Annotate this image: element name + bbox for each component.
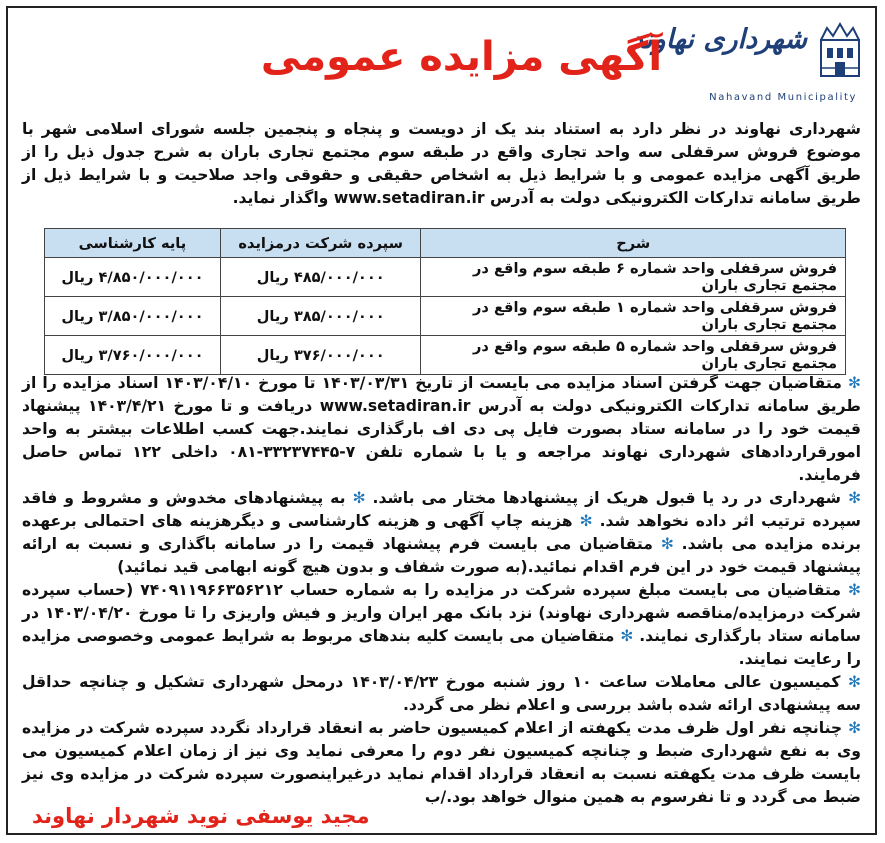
intro-paragraph	[22, 118, 861, 222]
row-deposit: ۳۷۶/۰۰۰/۰۰۰ ریال	[220, 336, 421, 375]
flower-bullet-icon: ✻	[847, 719, 862, 737]
header-base-price: پایه کارشناسی	[45, 229, 221, 258]
flower-bullet-icon: ✻	[847, 673, 861, 691]
mayor-signature: مجید یوسفی نوید شهردار نهاوند	[32, 804, 370, 828]
logo-english: Nahavand Municipality	[709, 92, 857, 103]
website-link[interactable]: www.setadiran.ir	[319, 397, 471, 415]
table-row	[45, 297, 846, 336]
row-base-price: ۳/۸۵۰/۰۰۰/۰۰۰ ریال	[45, 297, 221, 336]
condition-text: کمیسیون عالی معاملات ساعت ۱۰ روز شنبه مورخ ۱۴۰۳/۰۴/۲۳ درمحل شهرداری تشکیل و چنانچه حداقل سه پیشنهادی ارائه شده باشد بررسی و اعلام نظر می گردد.	[22, 673, 861, 714]
intro-suffix: واگذار نماید.	[232, 189, 329, 207]
flower-bullet-icon: ✻	[620, 627, 634, 645]
row-deposit: ۳۸۵/۰۰۰/۰۰۰ ریال	[220, 297, 421, 336]
ad-frame	[6, 6, 877, 835]
logo-name: شهرداری نهاوند	[631, 24, 807, 55]
row-deposit: ۴۸۵/۰۰۰/۰۰۰ ریال	[220, 258, 421, 297]
condition-text: متقاضیان می بایست فرم پیشنهاد قیمت را در سامانه باگذاری و نسبت به ارائه پیشنهاد قیمت خود در این فرم اقدام نمائید.(به صورت شفاف و بدون هیچ گونه ابهامی قید نمائید)	[22, 535, 861, 576]
row-description: فروش سرقفلی واحد شماره ۶ طبقه سوم واقع در مجتمع تجاری باران	[421, 258, 846, 297]
table-row	[45, 336, 846, 375]
row-base-price: ۴/۸۵۰/۰۰۰/۰۰۰ ریال	[45, 258, 221, 297]
flower-bullet-icon: ✻	[660, 535, 674, 553]
conditions-section	[22, 372, 861, 809]
condition-text: متقاضیان جهت گرفتن اسناد مزایده می بایست از تاریخ ۱۴۰۳/۰۳/۳۱ تا مورخ ۱۴۰۳/۰۴/۱۰ اسناد مزایده را از طریق سامانه تدارکات الکترونیکی دولت به آدرس	[22, 374, 861, 415]
auction-table	[44, 228, 846, 372]
condition-item	[22, 487, 861, 579]
condition-text: شهرداری در رد یا قبول هریک از پیشنهادها مختار می باشد.	[372, 489, 841, 507]
condition-item	[22, 579, 861, 671]
flower-bullet-icon: ✻	[579, 512, 593, 530]
condition-text: متقاضیان می بایست کلیه بندهای مربوط به شرایط عمومی وخصوصی مزایده را رعایت نمایند.	[22, 627, 861, 668]
page-title: آگهی مزایده عمومی	[260, 34, 663, 80]
condition-text: به پیشنهادهای مخدوش و مشروط و فاقد سپرده ترتیب اثر داده نخواهد شد.	[22, 489, 861, 530]
header	[8, 8, 875, 112]
condition-item	[22, 372, 861, 487]
condition-text: چنانچه نفر اول ظرف مدت یکهفته از اعلام کمیسیون حاضر به انعقاد قرارداد نگردد سپرده شرکت در مزایده وی به نفع شهرداری ضبط و چنانچه کمیسیون نفر دوم را معرفی نماید وی نیز از زمان اعلام کمیسیون می بایست ظرف مدت یکهفته نسبت به انعقاد قرارداد اقدام نماید درغیراینصورت سپرده شرکت در مزایده وی نیز ضبط می گردد و تا نفرسوم به همین منوال خواهد بود./ب	[22, 719, 861, 806]
table-row	[45, 258, 846, 297]
condition-text: متقاضیان می بایست مبلغ سپرده شرکت در مزایده را به شماره حساب ۷۴۰۹۱۱۹۶۶۳۵۶۲۱۲ (حساب سپرده شرکت درمزایده/مناقصه شهرداری نهاوند) نزد بانک مهر ایران واریز و فیش واریزی را تا مورخ ۱۴۰۳/۰۴/۲۰ در سامانه ستاد بارگذاری نمایند.	[22, 581, 862, 645]
intro-text: شهرداری نهاوند در نظر دارد به استناد بند یک از دویست و پنجاه و پنجمین جلسه شورای اسلامی شهر با موضوع فروش سرقفلی سه واحد تجاری واقع در طبقه سوم مجتمع تجاری باران به شرح جدول ذیل را از طریق آگهی مزایده عمومی و با شرایط ذیل به اشخاص حقیقی و حقوقی واجد صلاحیت و با شرایط ذیل از طریق سامانه تدارکات الکترونیکی دولت به آدرس	[22, 120, 861, 207]
condition-text: هزینه چاپ آگهی و هزینه کارشناسی و دیگرهزینه های احتمالی برعهده برنده مزایده می باشد.	[22, 512, 861, 553]
row-base-price: ۳/۷۶۰/۰۰۰/۰۰۰ ریال	[45, 336, 221, 375]
flower-bullet-icon: ✻	[847, 374, 861, 392]
header-deposit: سپرده شرکت درمزایده	[220, 229, 421, 258]
row-description: فروش سرقفلی واحد شماره ۱ طبقه سوم واقع در مجتمع تجاری باران	[421, 297, 846, 336]
table-header-row	[45, 229, 846, 258]
condition-item	[22, 671, 861, 717]
flower-bullet-icon: ✻	[352, 489, 366, 507]
row-description: فروش سرقفلی واحد شماره ۵ طبقه سوم واقع در مجتمع تجاری باران	[421, 336, 846, 375]
header-description: شرح	[421, 229, 846, 258]
condition-item	[22, 717, 861, 809]
website-link[interactable]: www.setadiran.ir	[333, 189, 485, 207]
flower-bullet-icon: ✻	[847, 489, 862, 507]
condition-text: دریافت و تا مورخ ۱۴۰۳/۴/۲۱ پیشنهاد قیمت خود را در سامانه ستاد بصورت فایل پی دی اف بارگذاری نمایند.جهت کسب اطلاعات بیشتر به واحد امورقراردادهای شهرداری نهاوند مراجعه و یا با شماره تلفن ۷-۳۳۲۳۷۴۴۵-۰۸۱ داخلی ۱۲۲ تماس حاصل فرمایند.	[22, 397, 862, 484]
flower-bullet-icon: ✻	[847, 581, 861, 599]
